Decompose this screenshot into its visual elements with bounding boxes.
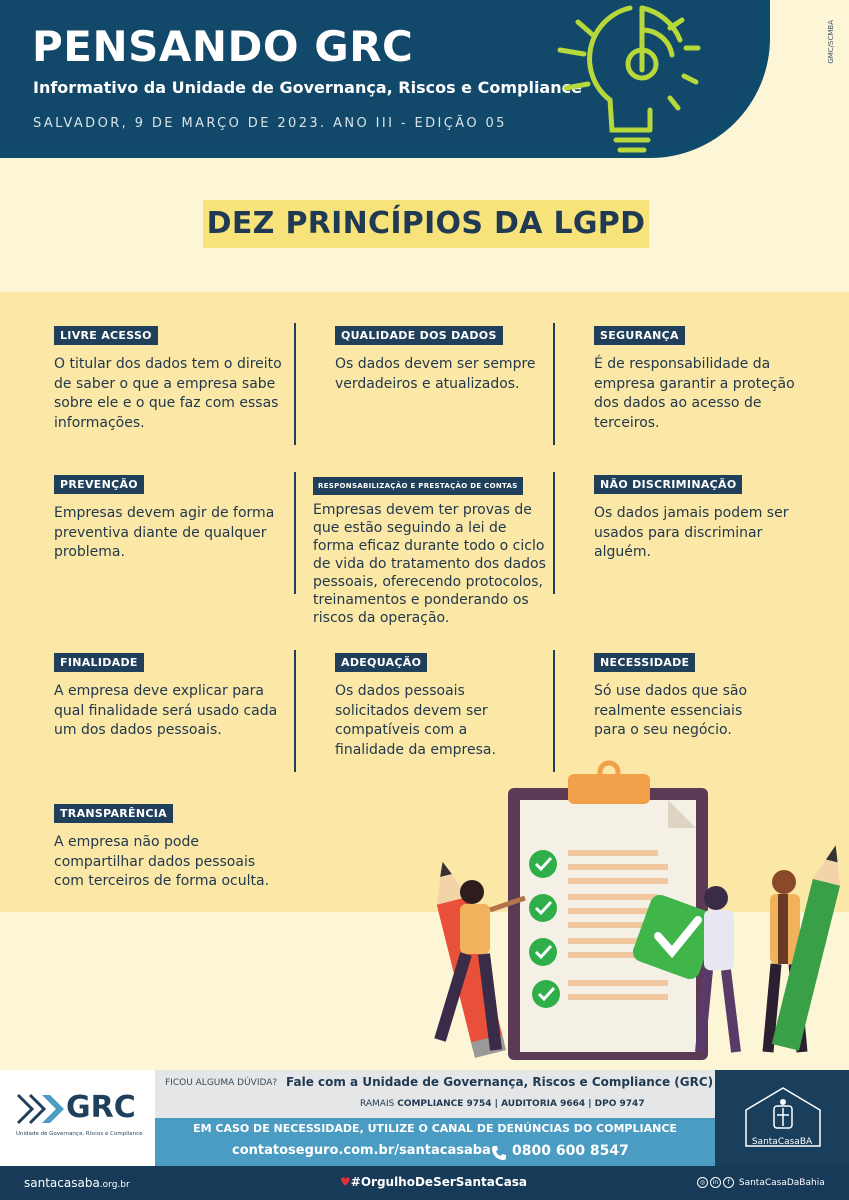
principle-text: É de responsabilidade da empresa garantir a proteção dos dados ao acesso de terceiros.	[594, 356, 795, 431]
santa-casa-name: SantaCasaBA	[751, 1137, 813, 1147]
column-divider	[294, 323, 296, 445]
principle-text: A empresa deve explicar para qual finalidade será usado cada um dos dados pessoais.	[54, 683, 278, 738]
principle-tag: LIVRE ACESSO	[54, 326, 158, 345]
footer-hashtag	[340, 1175, 527, 1189]
principle-text: Os dados jamais podem ser usados para discriminar alguém.	[594, 505, 789, 560]
column-divider	[553, 323, 555, 445]
phone-icon	[490, 1144, 508, 1162]
principle-card	[54, 802, 284, 892]
principle-text: Os dados devem ser sempre verdadeiros e atualizados.	[335, 356, 536, 392]
footer-website-link[interactable]	[24, 1176, 130, 1190]
hotline-alert: EM CASO DE NECESSIDADE, UTILIZE O CANAL DE DENÚNCIAS DO COMPLIANCE	[193, 1122, 677, 1135]
principle-tag: NÃO DISCRIMINAÇÃO	[594, 475, 742, 494]
column-divider	[294, 650, 296, 772]
principle-card	[594, 473, 814, 563]
edition-line: SALVADOR, 9 DE MARÇO DE 2023. ANO III - EDIÇÃO 05	[33, 116, 507, 131]
question-main: Fale com a Unidade de Governança, Riscos e Compliance (GRC)	[286, 1075, 714, 1089]
footer-social[interactable]	[697, 1177, 825, 1188]
clipboard-illustration	[400, 760, 849, 1070]
ramais-line	[360, 1099, 645, 1109]
linkedin-icon[interactable]: in	[710, 1177, 721, 1188]
principle-text: Empresas devem agir de forma preventiva diante de qualquer problema.	[54, 505, 275, 560]
grc-chevrons-icon	[16, 1093, 64, 1125]
principle-tag: ADEQUAÇÃO	[335, 653, 427, 672]
principle-card	[54, 473, 284, 563]
credit-label: GMC/SCMBA	[827, 20, 835, 64]
header	[0, 0, 849, 160]
ramais-values: COMPLIANCE 9754 | AUDITORIA 9664 | DPO 9747	[397, 1099, 645, 1109]
lightbulb-gear-icon	[550, 0, 720, 160]
grc-logo-subtitle: Unidade de Governança, Riscos e Compliance	[16, 1131, 143, 1137]
grc-logo-text: GRC	[66, 1090, 136, 1125]
principle-tag: PREVENÇÃO	[54, 475, 144, 494]
question-label: FICOU ALGUMA DÚVIDA?	[165, 1078, 278, 1088]
hotline-phone[interactable]: 0800 600 8547	[512, 1143, 629, 1159]
instagram-icon[interactable]: ◎	[697, 1177, 708, 1188]
section-title: DEZ PRINCÍPIOS DA LGPD	[206, 206, 646, 241]
principle-text: A empresa não pode compartilhar dados pessoais com terceiros de forma oculta.	[54, 834, 270, 889]
principle-text: O titular dos dados tem o direito de saber o que a empresa sabe sobre ele e o que faz com essas informações.	[54, 356, 282, 431]
heart-icon: ♥	[340, 1175, 351, 1189]
principle-card	[313, 473, 549, 627]
column-divider	[294, 472, 296, 594]
footer-website-main: santacasaba	[24, 1176, 100, 1190]
social-handle: SantaCasaDaBahia	[738, 1178, 825, 1188]
column-divider	[553, 472, 555, 594]
principle-card	[335, 324, 545, 394]
principle-tag: RESPONSABILIZAÇÃO E PRESTAÇÃO DE CONTAS	[313, 477, 523, 495]
principle-text: Empresas devem ter provas de que estão seguindo a lei de forma eficaz durante todo o ciclo de vida do tratamento dos dados pessoais, oferecendo protocolos, treinamentos e ponderando os riscos da operação.	[313, 502, 546, 626]
footer-website-suffix: .org.br	[99, 1180, 130, 1190]
principle-tag: TRANSPARÊNCIA	[54, 804, 173, 823]
principle-text: Os dados pessoais solicitados devem ser compatíveis com a finalidade da empresa.	[335, 683, 496, 758]
principle-tag: SEGURANÇA	[594, 326, 685, 345]
hotline-site-link[interactable]: contatoseguro.com.br/santacasaba	[232, 1143, 491, 1158]
newsletter-title: PENSANDO GRC	[32, 22, 414, 71]
principle-card	[594, 324, 814, 433]
principle-tag: QUALIDADE DOS DADOS	[335, 326, 503, 345]
principle-tag: NECESSIDADE	[594, 653, 695, 672]
principle-card	[335, 651, 515, 760]
principle-tag: FINALIDADE	[54, 653, 144, 672]
ramais-label: RAMAIS	[360, 1099, 395, 1109]
principle-card	[54, 324, 284, 433]
principle-text: Só use dados que são realmente essenciais para o seu negócio.	[594, 683, 748, 738]
column-divider	[553, 650, 555, 772]
facebook-icon[interactable]: f	[723, 1177, 734, 1188]
principle-card	[54, 651, 284, 741]
principle-card	[594, 651, 774, 741]
hashtag-text: #OrgulhoDeSerSantaCasa	[350, 1175, 528, 1189]
newsletter-subtitle: Informativo da Unidade de Governança, Riscos e Compliance	[33, 78, 582, 97]
